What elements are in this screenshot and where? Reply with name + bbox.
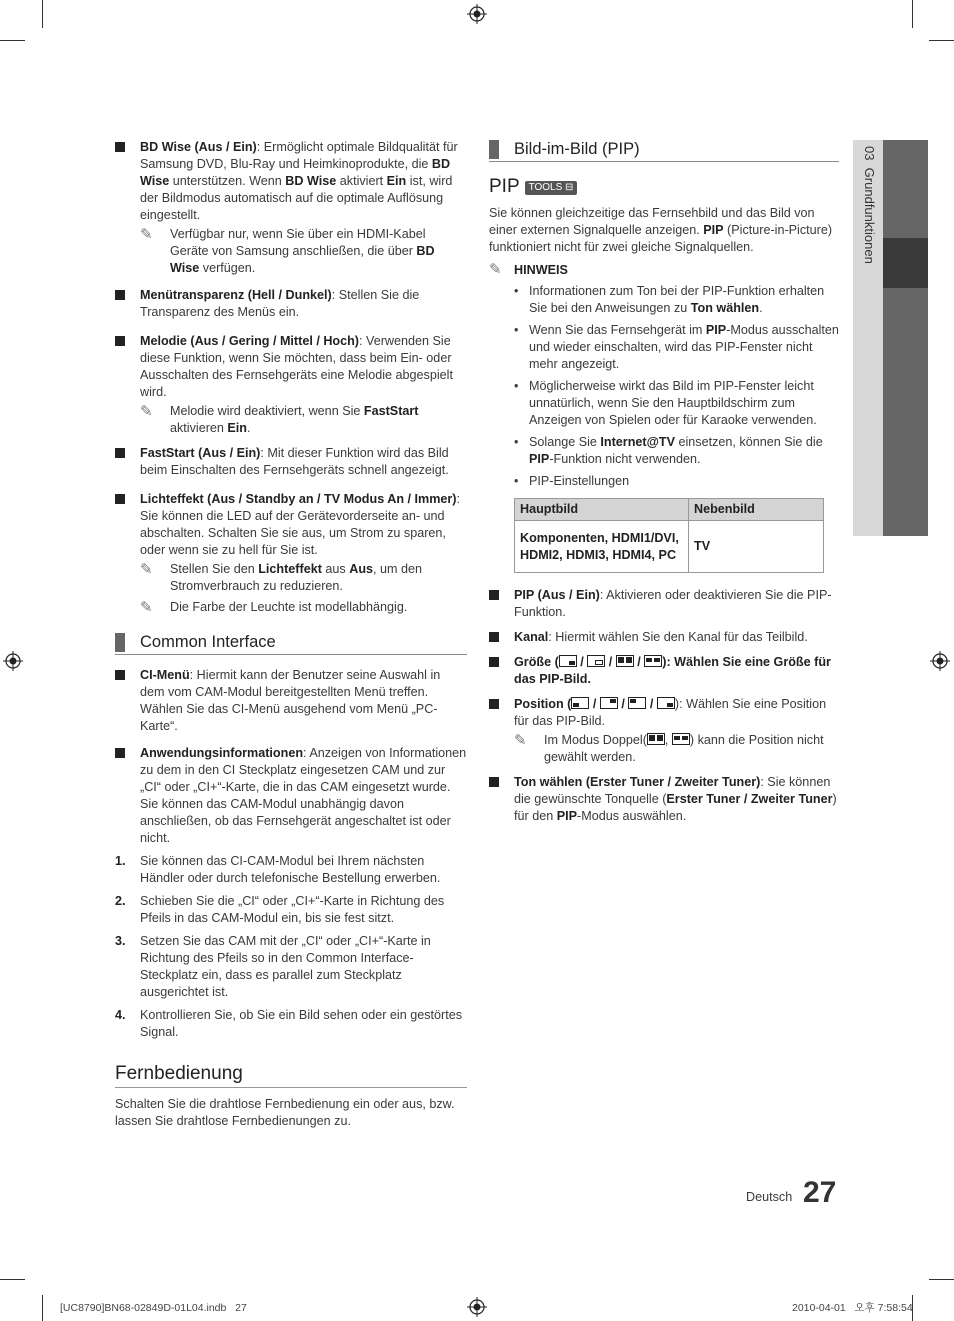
note: ✎ Stellen Sie den Lichteffekt aus Aus, um den Stromverbrauch zu reduzieren.	[140, 561, 423, 593]
side-tab-dark	[883, 140, 928, 536]
list-item: Größe ( / / / ): Wählen Sie eine Größe für das PIP-Bild.	[489, 654, 839, 688]
paragraph: Schalten Sie die drahtlose Fernbedienung ein oder aus, bzw. lassen Sie drahtlose Fernbedienungen zu.	[115, 1097, 455, 1128]
pip-double-wide-icon	[672, 733, 690, 745]
section-heading: Common Interface	[115, 632, 467, 655]
pip-double-wide-icon	[644, 655, 662, 667]
pip-bottom-left-icon	[571, 697, 589, 709]
note: ✎ Melodie wird deaktiviert, wenn Sie FastStart aktivieren Ein.	[140, 403, 419, 435]
right-column	[489, 139, 839, 831]
pencil-note-icon: ✎	[514, 732, 527, 749]
step-text: Sie können das CI-CAM-Modul bei Ihrem nächsten Händler oder durch telefonische Bestellung erwerben.	[140, 854, 441, 885]
table-header: Hauptbild	[515, 499, 689, 521]
crop-mark	[42, 0, 43, 28]
pip-large-icon	[587, 655, 605, 667]
table-cell: Komponenten, HDMI1/DVI, HDMI2, HDMI3, HDMI4, PC	[515, 521, 689, 573]
pip-heading: PIP TOOLS ⊟	[489, 176, 839, 198]
list-item: • Solange Sie Internet@TV einsetzen, können Sie die PIP-Funktion nicht verwenden.	[514, 435, 823, 466]
pencil-note-icon: ✎	[489, 261, 502, 278]
step-text: Schieben Sie die „CI“ oder „CI+“-Karte in Richtung des Pfeils in das CAM-Modul ein, bis sie fest sitzt.	[140, 894, 445, 925]
crop-mark	[912, 0, 913, 28]
registration-mark-icon	[467, 1297, 487, 1317]
note: ✎ Verfügbar nur, wenn Sie über ein HDMI-Kabel Geräte von Samsung anschließen, die über BD Wise verfügen.	[140, 226, 435, 275]
pip-double-icon	[616, 655, 634, 667]
pencil-note-icon: ✎	[140, 403, 153, 420]
footer-language: Deutsch	[746, 1190, 793, 1204]
list-item: CI-Menü: Hiermit kann der Benutzer seine Auswahl in dem vom CAM-Modul bereitgestellten Menü treffen. Wählen Sie das CI-Menü ausgehend vom Menü „PC-Karte“.	[115, 667, 467, 735]
hinweis-list	[489, 283, 839, 573]
step-number: 3.	[115, 934, 126, 948]
registration-mark-icon	[467, 4, 487, 24]
pencil-note-icon: ✎	[140, 599, 153, 616]
crop-mark	[0, 1279, 25, 1280]
list-item: PIP (Aus / Ein): Aktivieren oder deaktivieren Sie die PIP-Funktion.	[489, 587, 839, 621]
left-column	[115, 139, 467, 1130]
step-item	[115, 933, 467, 1001]
list-item: Kanal: Hiermit wählen Sie den Kanal für das Teilbild.	[489, 629, 839, 646]
step-item	[115, 1007, 467, 1041]
print-slug-date: 2010-04-01 오후 7:58:54	[792, 1302, 913, 1314]
list-item: Position ( / / / ): Wählen Sie eine Position für das PIP-Bild. ✎ Im Modus Doppel( , ) kann die Position nicht gewählt werden.	[489, 696, 839, 766]
pip-top-right-icon	[600, 697, 618, 709]
list-item: • Informationen zum Ton bei der PIP-Funktion erhalten Sie bei den Anweisungen zu Ton wählen.	[514, 284, 825, 315]
list-item: Menütransparenz (Hell / Dunkel): Stellen Sie die Transparenz des Menüs ein.	[115, 287, 467, 321]
step-text: Setzen Sie das CAM mit der „CI“ oder „CI+“-Karte in Richtung des Pfeils so in den Common Interface-Steckplatz ein, dass es parallel zum Steckplatz ausgerichtet ist.	[140, 934, 431, 999]
section-heading: Fernbedienung	[115, 1063, 467, 1088]
list-item: • PIP-Einstellungen	[514, 474, 630, 488]
print-slug-file: [UC8790]BN68-02849D-01L04.indb 27	[60, 1302, 247, 1314]
tools-badge: TOOLS ⊟	[525, 181, 578, 195]
step-item	[115, 853, 467, 887]
table-cell: TV	[689, 521, 824, 573]
crop-mark	[929, 40, 954, 41]
list-item: Melodie (Aus / Gering / Mittel / Hoch): Verwenden Sie diese Funktion, wenn Sie möchten, dass beim Ein- oder Ausschalten des Fernsehgeräts eine Melodie abgespielt wird. ✎ Melodie wird deaktiviert, wenn Sie FastStart aktivieren Ein.	[115, 333, 467, 437]
side-tab-label: 03 Grundfunktionen	[862, 146, 877, 264]
registration-mark-icon	[930, 651, 950, 671]
step-number: 2.	[115, 894, 126, 908]
note: ✎ Im Modus Doppel( , ) kann die Position nicht gewählt werden.	[514, 732, 824, 764]
list-item: FastStart (Aus / Ein): Mit dieser Funktion wird das Bild beim Einschalten des Fernsehgeräts schnell angezeigt.	[115, 445, 467, 479]
list-item: Lichteffekt (Aus / Standby an / TV Modus An / Immer): Sie können die LED auf der Gerätevorderseite an- und abschalten. Schalten Sie sie aus, um Strom zu sparen, oder wenn sie zu hell für Sie ist. ✎ Stellen Sie den Lichteffekt aus Aus, um den Stromverbrauch zu reduzieren. ✎ Die Farbe der Leuchte ist modellabhängig.	[115, 491, 467, 616]
pip-double-icon	[647, 733, 665, 745]
side-tab-marker	[883, 238, 928, 288]
registration-mark-icon	[3, 651, 23, 671]
crop-mark	[42, 1295, 43, 1321]
step-text: Kontrollieren Sie, ob Sie ein Bild sehen oder ein gestörtes Signal.	[140, 1008, 463, 1039]
list-item: Ton wählen (Erster Tuner / Zweiter Tuner): Sie können die gewünschte Tonquelle (Erster Tuner / Zweiter Tuner) für den PIP-Modus auswählen.	[489, 774, 839, 825]
list-item: • Wenn Sie das Fernsehgerät im PIP-Modus ausschalten und wieder einschalten, wird das PIP-Fenster nicht mehr angezeigt.	[514, 323, 839, 371]
step-number: 4.	[115, 1008, 126, 1022]
page-number: 27	[803, 1176, 837, 1209]
list-item: BD Wise (Aus / Ein): Ermöglicht optimale Bildqualität für Samsung DVD, Blu-Ray und Heimkinoprodukte, die BD Wise unterstützen. Wenn BD Wise aktiviert Ein ist, wird der Bildmodus automatisch auf die optimale Auflösung eingestellt. ✎ Verfügbar nur, wenn Sie über ein HDMI-Kabel Geräte von Samsung anschließen, die über BD Wise verfügen.	[115, 139, 467, 277]
paragraph: Sie können gleichzeitige das Fernsehbild und das Bild von einer externen Signalquelle anzeigen. PIP (Picture-in-Picture) funktioniert nicht für zwei gleiche Signalquellen.	[489, 206, 833, 254]
table-header: Nebenbild	[689, 499, 824, 521]
pencil-note-icon: ✎	[140, 226, 153, 243]
list-item: • Möglicherweise wirkt das Bild im PIP-Fenster leicht unnatürlich, wenn Sie den Hauptbildschirm zum Anzeigen von Spielen oder für Karaoke verwenden.	[514, 379, 817, 427]
note: ✎ Die Farbe der Leuchte ist modellabhängig.	[140, 599, 408, 616]
pip-small-icon	[559, 655, 577, 667]
pip-bottom-right-icon	[657, 697, 675, 709]
section-heading: Bild-im-Bild (PIP)	[489, 139, 839, 162]
step-item	[115, 893, 467, 927]
list-item: Anwendungsinformationen: Anzeigen von Informationen zu dem in den CI Steckplatz eingesetzen CAM und zur „CI“ oder „CI+“-Karte, die in das CAM eingesetzt wurde. Sie können das CAM-Modul unabhängig davon anschließen, ob das Fernsehgerät angeschaltet ist oder nicht.	[115, 745, 467, 847]
pip-settings-table	[514, 498, 824, 573]
step-number: 1.	[115, 854, 126, 868]
numbered-steps	[115, 853, 467, 1041]
pip-top-left-icon	[628, 697, 646, 709]
crop-mark	[929, 1279, 954, 1280]
pencil-note-icon: ✎	[140, 561, 153, 578]
hinweis-heading: ✎ HINWEIS	[489, 261, 568, 278]
crop-mark	[0, 40, 25, 41]
